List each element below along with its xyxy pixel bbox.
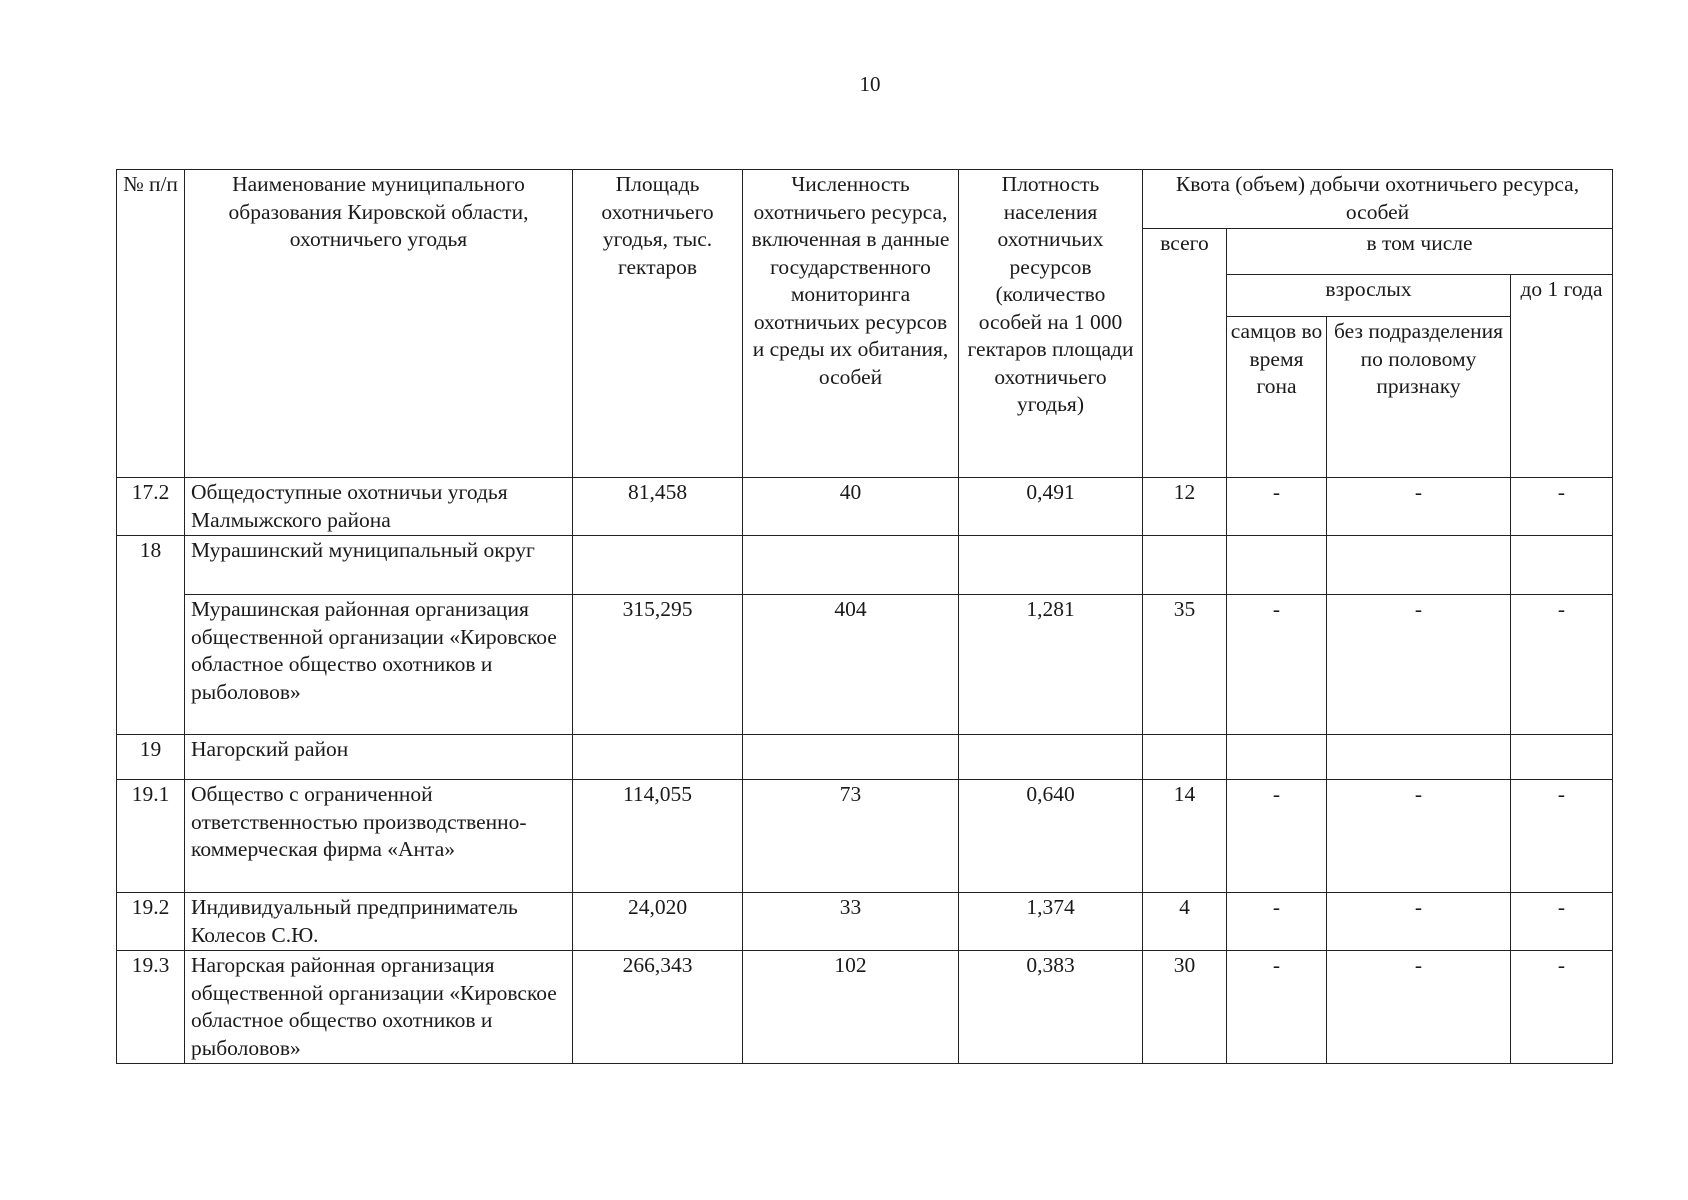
row-count [743,735,959,780]
row-count: 102 [743,951,959,1064]
row-total: 12 [1143,478,1227,536]
header-density: Плотность населения охотничьих ресурсов (количество особей на 1 000 гектаров площади охотничьего угодья) [959,170,1143,478]
header-adults: взрослых [1227,275,1511,317]
row-no-sex: - [1327,893,1511,951]
row-num: 19.2 [117,893,185,951]
row-density: 1,281 [959,595,1143,735]
row-total: 14 [1143,780,1227,893]
row-under-year [1511,735,1613,780]
table-row [117,595,1613,735]
row-name: Мурашинская районная организация общественной организации «Кировское областное общество охотников и рыболовов» [185,595,573,735]
header-quota: Квота (объем) добычи охотничьего ресурса, особей [1143,170,1613,229]
row-name: Нагорская районная организация общественной организации «Кировское областное общество охотников и рыболовов» [185,951,573,1064]
row-under-year: - [1511,893,1613,951]
row-name: Индивидуальный предприниматель Колесов С.Ю. [185,893,573,951]
row-no-sex: - [1327,478,1511,536]
header-num: № п/п [117,170,185,478]
table-row [117,951,1613,1064]
row-total: 35 [1143,595,1227,735]
row-density: 0,491 [959,478,1143,536]
row-count: 33 [743,893,959,951]
row-name: Общество с ограниченной ответственностью производственно-коммерческая фирма «Анта» [185,780,573,893]
table-row [117,478,1613,536]
row-area: 81,458 [573,478,743,536]
header-total: всего [1143,229,1227,478]
row-area: 114,055 [573,780,743,893]
row-count: 73 [743,780,959,893]
row-count [743,536,959,595]
header-count: Численность охотничьего ресурса, включенная в данные государственного мониторинга охотничьих ресурсов и среды их обитания, особей [743,170,959,478]
header-under-year: до 1 года [1511,275,1613,478]
row-no-sex [1327,735,1511,780]
row-area: 266,343 [573,951,743,1064]
row-no-sex: - [1327,951,1511,1064]
row-density [959,735,1143,780]
row-total: 30 [1143,951,1227,1064]
row-density: 1,374 [959,893,1143,951]
row-num: 19.3 [117,951,185,1064]
row-density: 0,383 [959,951,1143,1064]
row-area [573,536,743,595]
row-density: 0,640 [959,780,1143,893]
header-area: Площадь охотничьего угодья, тыс. гектаров [573,170,743,478]
header-including: в том числе [1227,229,1613,275]
row-name: Общедоступные охотничьи угодья Малмыжского района [185,478,573,536]
row-under-year: - [1511,951,1613,1064]
row-area: 315,295 [573,595,743,735]
row-no-sex: - [1327,595,1511,735]
hunting-quota-table [116,169,1613,1064]
row-under-year: - [1511,478,1613,536]
row-num: 19.1 [117,780,185,893]
row-name: Нагорский район [185,735,573,780]
row-num: 18 [117,536,185,735]
row-count: 404 [743,595,959,735]
row-count: 40 [743,478,959,536]
row-males-rut: - [1227,893,1327,951]
row-total: 4 [1143,893,1227,951]
row-area [573,735,743,780]
row-under-year: - [1511,780,1613,893]
row-males-rut [1227,536,1327,595]
table-header [117,170,1613,478]
table-row [117,735,1613,780]
header-name: Наименование муниципального образования Кировской области, охотничьего угодья [185,170,573,478]
row-males-rut: - [1227,595,1327,735]
row-under-year [1511,536,1613,595]
row-area: 24,020 [573,893,743,951]
row-num: 17.2 [117,478,185,536]
row-males-rut: - [1227,951,1327,1064]
row-males-rut: - [1227,478,1327,536]
row-total [1143,735,1227,780]
row-num: 19 [117,735,185,780]
row-no-sex: - [1327,780,1511,893]
row-under-year: - [1511,595,1613,735]
table-row [117,780,1613,893]
row-males-rut [1227,735,1327,780]
header-males-rut: самцов во время гона [1227,317,1327,478]
row-total [1143,536,1227,595]
table-row [117,536,1613,595]
header-no-sex: без подразделения по половому признаку [1327,317,1511,478]
page-number: 10 [859,72,881,96]
table-row [117,893,1613,951]
row-no-sex [1327,536,1511,595]
row-name: Мурашинский муниципальный округ [185,536,573,595]
row-density [959,536,1143,595]
row-males-rut: - [1227,780,1327,893]
table-body [117,478,1613,1064]
